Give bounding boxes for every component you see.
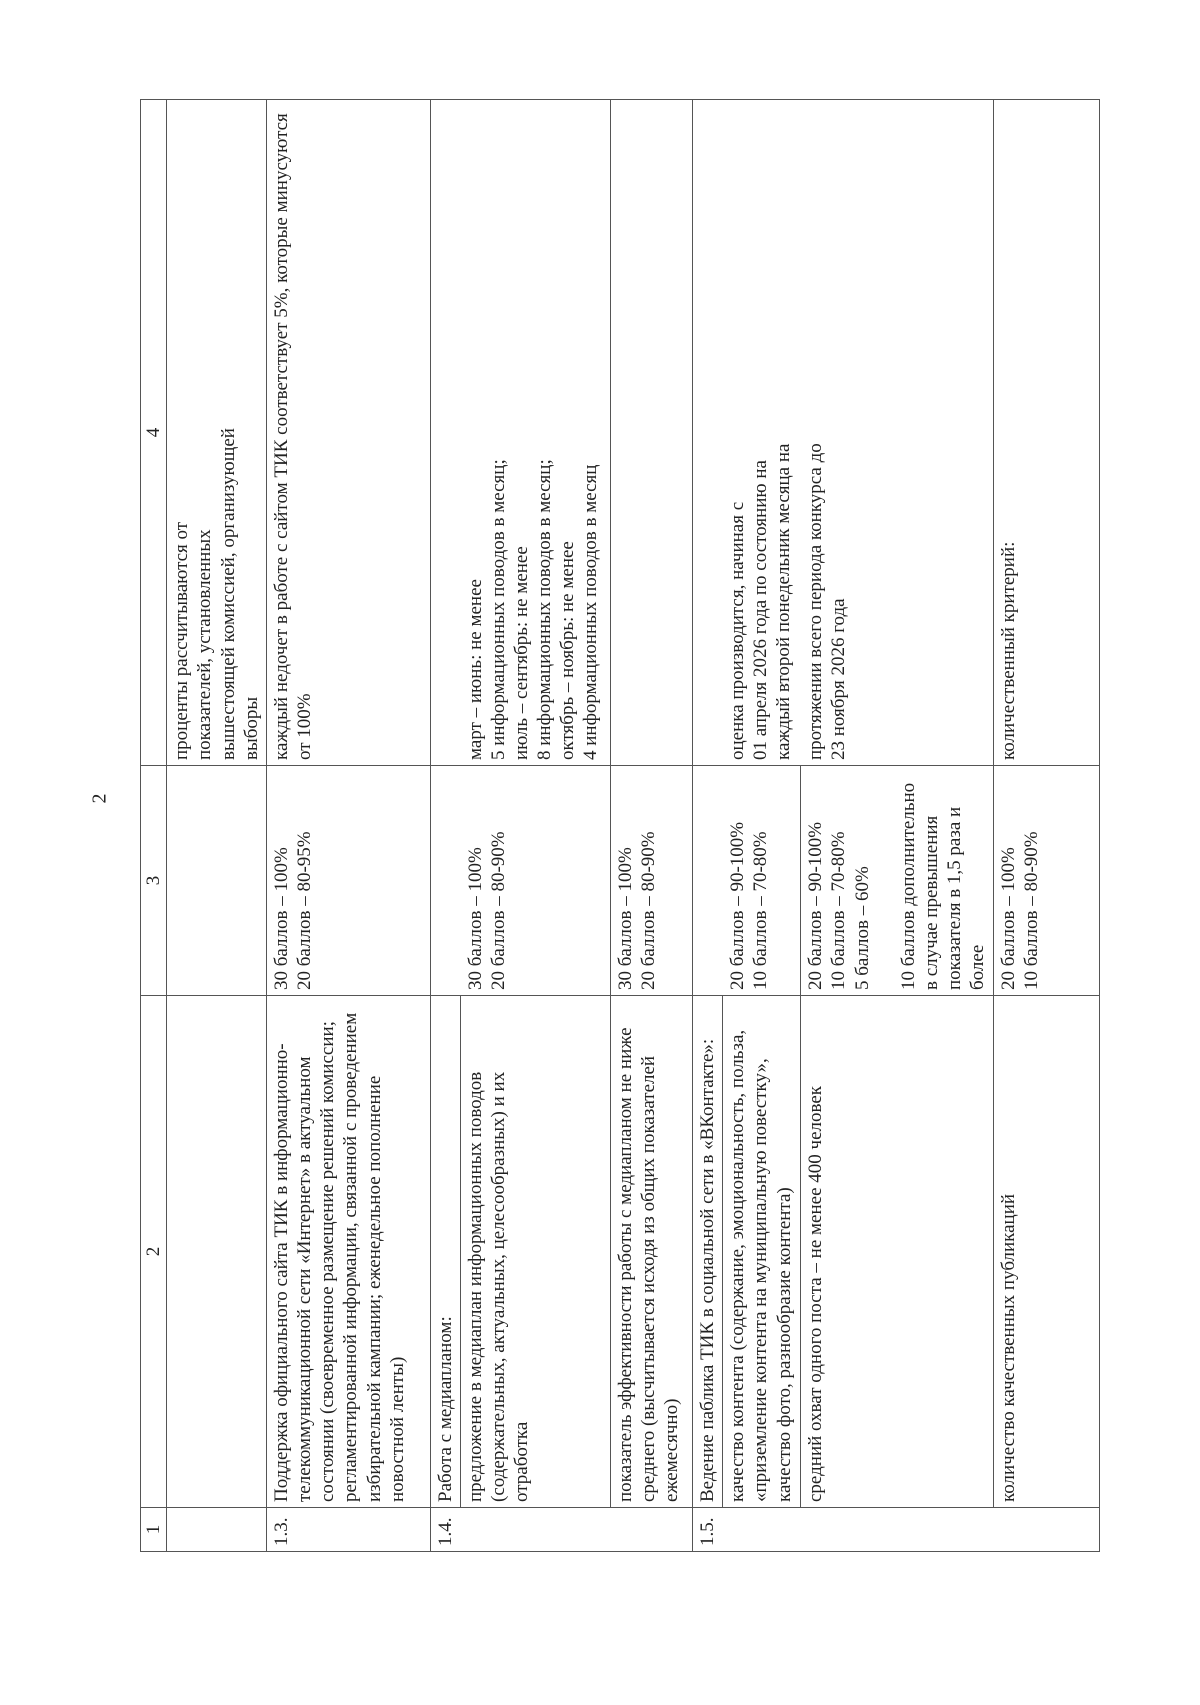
criteria-table [140,99,1100,1552]
criterion-cell: Ведение паблика ТИК в социальной сети в «ВКонтакте»: [693,996,723,1508]
criterion-cell: Работа с медиапланом: [430,996,460,1508]
note-cell [611,100,693,766]
table-row [430,100,460,1552]
points-cell [430,766,460,996]
table-row [723,100,801,1552]
header-cell: 3 [141,766,167,996]
table-row [167,100,267,1552]
points-cell: 20 баллов – 100% 10 баллов – 80-90% [993,766,1099,996]
note-cell: количественный критерий: [993,100,1099,766]
table-row [266,100,430,1552]
criterion-cell: качество контента (содержание, эмоциональность, польза, «приземление контента на муниципальную повестку», качество фото, разнообразие контента) [723,996,801,1508]
table-row [801,100,993,1552]
table-row [611,100,693,1552]
note-cell: каждый недочет в работе с сайтом ТИК соответствует 5%, которые минусуются от 100% [266,100,430,766]
rotated-page [140,100,1100,1552]
row-number [461,1508,611,1552]
note-cell: март – июнь: не менее 5 информационных поводов в месяц; июль – сентябрь: не менее 8 информационных поводов в месяц; октябрь – ноябрь: не менее 4 информационных поводов в месяц [461,100,611,766]
points-cell: 20 баллов – 90-100% 10 баллов – 70-80% 5 баллов – 60% 10 баллов дополнительно в случае превышения показателя в 1,5 раза и более [801,766,993,996]
row-number: 1.5. [693,1508,723,1552]
note-cell [693,100,723,766]
note-cell: оценка производится, начиная с 01 апреля 2026 года по состоянию на каждый второй понедельник месяца на [723,100,801,766]
criterion-cell: средний охват одного поста – не менее 400 человек [801,996,993,1508]
table-row [693,100,723,1552]
note-cell: протяжении всего периода конкурса до 23 ноября 2026 года [801,100,993,766]
row-number [167,1508,267,1552]
criterion-cell: количество качественных публикаций [993,996,1099,1508]
criterion-cell: показатель эффективности работы с медиапланом не ниже среднего (высчитывается исходя из общих показателей ежемесячно) [611,996,693,1508]
header-cell: 2 [141,996,167,1508]
points-cell [167,766,267,996]
points-cell: 30 баллов – 100% 20 баллов – 80-95% [266,766,430,996]
table-header-row [141,100,167,1552]
table-row [461,100,611,1552]
header-cell: 1 [141,1508,167,1552]
points-cell: 20 баллов – 90-100% 10 баллов – 70-80% [723,766,801,996]
page-number: 2 [88,793,111,804]
row-number [801,1508,993,1552]
criterion-cell: Поддержка официального сайта ТИК в информационно-телекоммуникационной сети «Интернет» в актуальном состоянии (своевременное размещение решений комиссии; регламентированной информации, связанной с проведением избирательной кампании; еженедельное пополнение новостной ленты) [266,996,430,1508]
note-cell: проценты рассчитываются от показателей, установленных вышестоящей комиссией, организующей выборы [167,100,267,766]
table-row [993,100,1099,1552]
row-number: 1.4. [430,1508,460,1552]
note-cell [430,100,460,766]
points-cell: 30 баллов – 100% 20 баллов – 80-90% [611,766,693,996]
criterion-cell: предложение в медиаплан информационных поводов (содержательных, актуальных, целесообразных) и их отработка [461,996,611,1508]
header-cell: 4 [141,100,167,766]
row-number [993,1508,1099,1552]
row-number: 1.3. [266,1508,430,1552]
row-number [723,1508,801,1552]
points-cell: 30 баллов – 100% 20 баллов – 80-90% [461,766,611,996]
row-number [611,1508,693,1552]
points-cell [693,766,723,996]
criterion-cell [167,996,267,1508]
